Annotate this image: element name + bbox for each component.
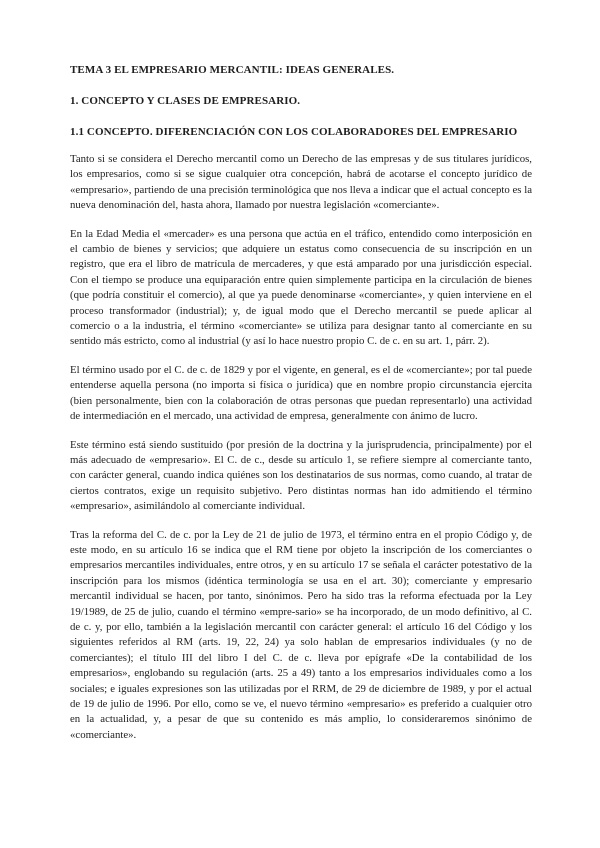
paragraph-1: Tanto si se considera el Derecho mercantil como un Derecho de las empresas y de sus titulares jurídicos, los empresarios, como si se sigue cualquier otra concepción, habrá de acotarse el concepto jurídico de «empresario», partiendo de una precisión terminológica que nos lleva a indicar que el actual concepto es la nueva denominación del, hasta ahora, llamado por nuestra legislación «comerciante». — [70, 153, 532, 212]
document-title: TEMA 3 EL EMPRESARIO MERCANTIL: IDEAS GENERALES. — [70, 64, 395, 76]
subsection-heading: 1.1 CONCEPTO. DIFERENCIACIÓN CON LOS COLABORADORES DEL EMPRESARIO — [70, 126, 518, 138]
paragraph-3: El término usado por el C. de c. de 1829 y por el vigente, en general, es el de «comerciante»; por tal puede entenderse aquella persona (no importa si física o jurídica) que en nombre propio circunstancia ejercita (bien personalmente, bien con la colaboración de otras personas que puedan representarlo) una actividad de intermediación en el mercado, una actividad de empresa, generalmente con ánimo de lucro. — [70, 363, 532, 423]
section-heading: 1. CONCEPTO Y CLASES DE EMPRESARIO. — [70, 95, 301, 107]
paragraph-5: Tras la reforma del C. de c. por la Ley de 21 de julio de 1973, el término entra en el propio Código y, de este modo, en su artículo 16 se indica que el RM tiene por objeto la inscripción de los comerciantes o empresarios mercantiles individuales, entre otros, y en su artículo 17 se señala el carácter potestativo de la inscripción para los mismos (idéntica terminología se usa en el art. 30); comerciante y empresario mercantil individual se hacen, por tanto, sinónimos. Pero ha sido tras la reforma efectuada por la Ley 19/1989, de 25 de julio, cuando el término «empre-sario» se ha incorporado, de un modo definitivo, al C. de c. y, por ello, también a la legislación mercantil con carácter general: el artículo 16 del Código y los siguientes referidos al RM (arts. 19, 22, 24) ya solo hablan de empresarios individuales (y no de comerciantes); el título III del libro I del C. de c. lleva por epígrafe «De la contabilidad de los empresarios», englobando su regulación (arts. 25 a 49) tanto a los empresarios individuales como a los sociales; e iguales expresiones son las utilizadas por el RRM, de 29 de diciembre de 1989, y por el actual de 19 de julio de 1996. Por ello, como se ve, el nuevo término «empresario» es preferido a cualquier otro en la actualidad, y, a pesar de que su contenido es más amplio, lo consideraremos sinónimo de «comerciante». — [70, 528, 532, 741]
paragraph-4: Este término está siendo sustituido (por presión de la doctrina y la jurisprudencia, principalmente) por el más adecuado de «empresario». El C. de c., desde su artículo 1, se refiere siempre al comerciante tanto, con carácter general, cuando indica quiénes son los destinatarios de sus normas, como cuando, al tratar de ciertos contratos, exige un requisito subjetivo. Pero distintas normas han ido admitiendo el término «empresario», asimilándolo al comerciante individual. — [70, 438, 532, 513]
paragraph-2: En la Edad Media el «mercader» es una persona que actúa en el tráfico, entendido como interposición en el cambio de bienes y servicios; que adquiere un estatus como consecuencia de su inscripción en un registro, que era el libro de matrícula de mercaderes, y que está amparado por una jurisdicción especial. Con el tiempo se produce una equiparación entre quien simplemente participa en la circulación de bienes (que podría constituir el comercio), al que ya puede denominarse «comerciante», y quien interviene en el proceso transformador (industrial); y, de igual modo que el Derecho mercantil se puede aplicar al comercio o a la industria, el término «comerciante» se utiliza para designar tanto al comerciante en su sentido más estricto, como al industrial (y así lo hace nuestro propio C. de c. en su art. 1, párr. 2). — [70, 227, 532, 348]
